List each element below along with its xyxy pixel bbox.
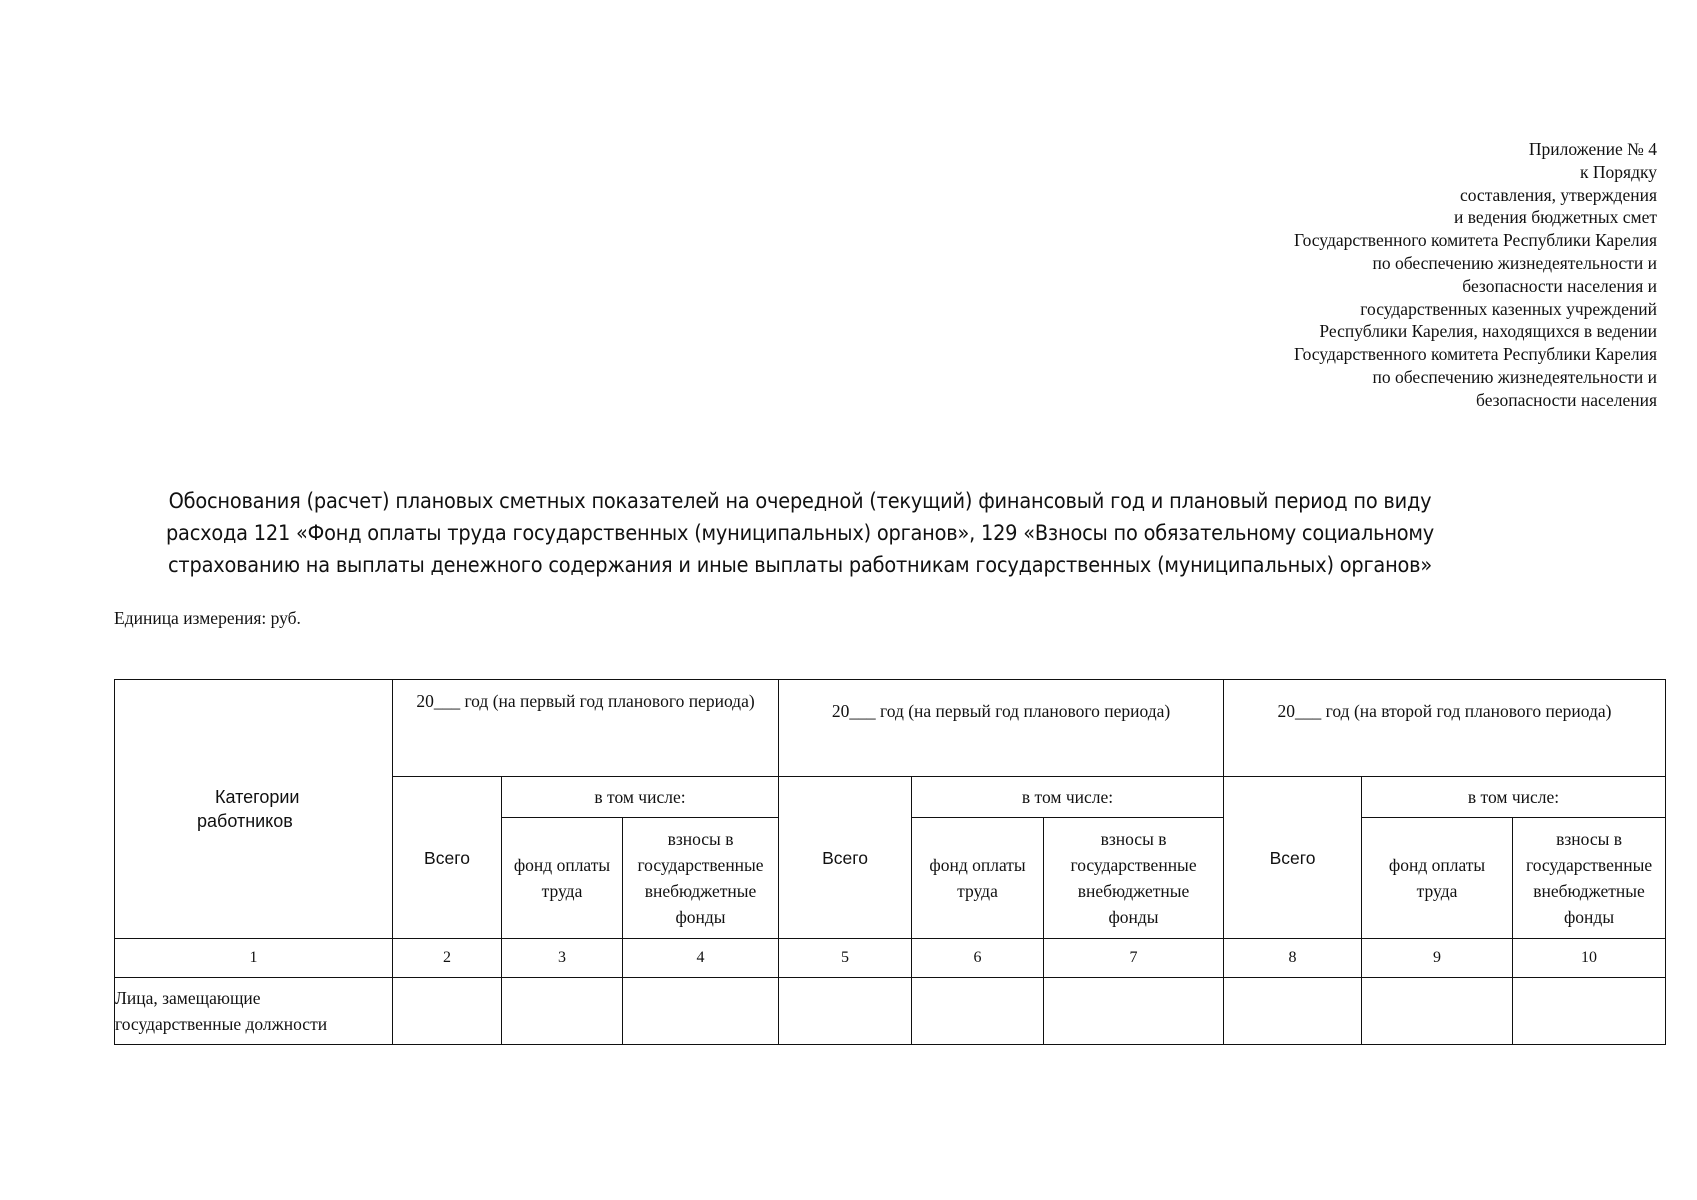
payroll-header-line: труда: [541, 881, 583, 901]
value-cell[interactable]: [1044, 978, 1224, 1045]
column-number: 6: [912, 939, 1044, 978]
title-line: Обоснования (расчет) плановых сметных показателей на очередной (текущий) финансовый год и плановый период по виду: [168, 489, 1432, 514]
value-cell[interactable]: [779, 978, 912, 1045]
contributions-header-line: взносы в: [1556, 829, 1622, 849]
appendix-line: Приложение № 4: [1528, 139, 1657, 159]
period-header-3: 20___ год (на второй год планового периода): [1224, 680, 1666, 777]
contributions-header-line: фонды: [675, 907, 726, 927]
value-cell[interactable]: [623, 978, 779, 1045]
column-number: 1: [115, 939, 393, 978]
title-line: расхода 121 «Фонд оплаты труда государственных (муниципальных) органов», 129 «Взносы по обязательному социальному: [165, 521, 1435, 546]
row-label: [115, 978, 393, 1045]
appendix-line: по обеспечению жизнедеятельности и: [1372, 366, 1657, 387]
payroll-header-line: фонд оплаты: [513, 855, 611, 875]
contributions-header-line: взносы в: [1100, 829, 1167, 849]
payroll-header: [1362, 818, 1513, 939]
appendix-line: составления, утверждения: [1459, 184, 1657, 205]
contributions-header-line: фонды: [1108, 907, 1159, 927]
payroll-header-line: фонд оплаты: [1388, 855, 1486, 875]
payroll-header-line: труда: [957, 881, 998, 901]
value-cell[interactable]: [1224, 978, 1362, 1045]
title-line: страхованию на выплаты денежного содержания и иные выплаты работникам государственных (муниципальных) органов»: [167, 553, 1432, 578]
contributions-header: [623, 818, 779, 939]
contributions-header-line: фонды: [1563, 907, 1615, 927]
column-number: 2: [393, 939, 502, 978]
contributions-header: [1044, 818, 1224, 939]
payroll-header: [502, 818, 623, 939]
category-header-line: Категории: [215, 787, 300, 807]
contributions-header: [1513, 818, 1666, 939]
value-cell[interactable]: [393, 978, 502, 1045]
column-number: 7: [1044, 939, 1224, 978]
appendix-line: Государственного комитета Республики Карелия: [1294, 344, 1657, 365]
contributions-header-line: внебюджетные: [1077, 881, 1190, 901]
total-header: Всего: [393, 777, 502, 939]
unit-label: Единица измерения: руб.: [114, 608, 301, 628]
appendix-line: к Порядку: [1580, 161, 1657, 182]
column-number: 4: [623, 939, 779, 978]
value-cell[interactable]: [502, 978, 623, 1045]
contributions-header-line: государственные: [637, 855, 764, 875]
value-cell[interactable]: [1513, 978, 1666, 1045]
appendix-line: безопасности населения и: [1462, 275, 1657, 296]
value-cell[interactable]: [912, 978, 1044, 1045]
payroll-header-line: фонд оплаты: [929, 855, 1026, 875]
appendix-line: государственных казенных учреждений: [1360, 298, 1657, 319]
category-header: [115, 680, 393, 939]
contributions-header-line: государственные: [1070, 855, 1197, 875]
column-number: 10: [1513, 939, 1666, 978]
contributions-header-line: внебюджетные: [1533, 881, 1645, 901]
payroll-header: [912, 818, 1044, 939]
period-header-1: 20___ год (на первый год планового периода): [393, 680, 779, 777]
column-number: 8: [1224, 939, 1362, 978]
total-header: Всего: [779, 777, 912, 939]
document-title: [100, 486, 1500, 582]
appendix-line: безопасности населения: [1476, 389, 1657, 410]
column-number: 9: [1362, 939, 1513, 978]
appendix-block: [1057, 138, 1657, 412]
column-number: 5: [779, 939, 912, 978]
row-label-line: государственные должности: [115, 1014, 328, 1034]
row-label-line: Лица, замещающие: [115, 988, 261, 1008]
contributions-header-line: взносы в: [667, 829, 734, 849]
including-header: в том числе:: [502, 777, 779, 818]
appendix-line: по обеспечению жизнедеятельности и: [1372, 252, 1657, 273]
appendix-line: Государственного комитета Республики Карелия: [1294, 230, 1657, 251]
payroll-header-line: труда: [1416, 881, 1458, 901]
estimate-table: [114, 679, 1666, 1045]
contributions-header-line: государственные: [1525, 855, 1653, 875]
period-header-2: 20___ год (на первый год планового периода): [779, 680, 1224, 777]
including-header: в том числе:: [1362, 777, 1666, 818]
including-header: в том числе:: [912, 777, 1224, 818]
total-header: Всего: [1224, 777, 1362, 939]
appendix-line: Республики Карелия, находящихся в ведении: [1319, 321, 1657, 342]
category-header-line: работников: [197, 811, 293, 831]
value-cell[interactable]: [1362, 978, 1513, 1045]
contributions-header-line: внебюджетные: [644, 881, 757, 901]
appendix-line: и ведения бюджетных смет: [1453, 207, 1657, 228]
column-number: 3: [502, 939, 623, 978]
